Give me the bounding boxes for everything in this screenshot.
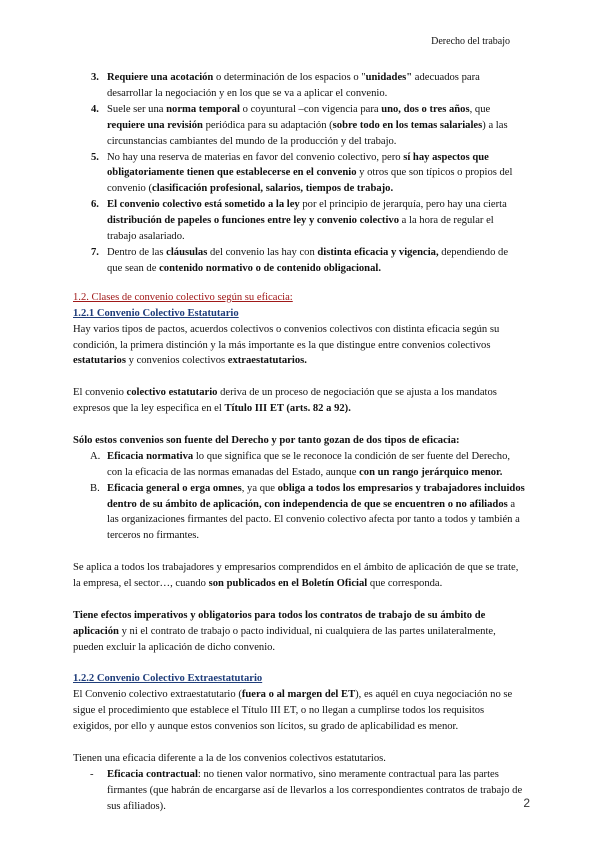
text: periódica para su adaptación ( [202, 119, 333, 131]
bold-text: sí hay aspectos que obligatoriamente tienen que establecerse en el convenio [107, 151, 489, 179]
text: o determinación de los espacios o " [213, 72, 366, 83]
text: y ni el contrato de trabajo o pacto individual, ni cualquiera de las partes unilateralmente, pueden excluir la aplicación de dicho convenio. [73, 625, 496, 653]
bold-text: contenido normativo o de contenido obligacional. [159, 262, 381, 274]
efficacy-list [73, 449, 525, 544]
text: a la hora de regular el trabajo asalariado. [107, 215, 494, 243]
list-item [73, 481, 525, 545]
list-item [73, 767, 525, 815]
text: y convenios colectivos [125, 355, 228, 367]
bold-text: extraestatutarios. [227, 355, 307, 367]
text: del convenio las hay con [207, 246, 318, 258]
list-item-number: 5. [91, 151, 99, 163]
text: Se aplica a todos los trabajadores y empresarios comprendidos en el ámbito de aplicación de que se trate, la empresa, el sector…, cuando [73, 562, 519, 590]
bold-text: con un rango jerárquico menor. [359, 466, 503, 478]
text: Suele ser una [107, 103, 167, 115]
bold-text: Requiere una acotación [107, 72, 214, 83]
text: que corresponda. [367, 578, 443, 590]
text: o coyuntural –con vigencia para [240, 103, 382, 115]
text: ) a las circunstancias cambiantes del mundo de la producción y del trabajo. [107, 119, 508, 147]
text: Dentro de las [107, 246, 167, 258]
paragraph [73, 608, 525, 656]
list-item-letter: B. [90, 482, 100, 494]
paragraph [73, 385, 525, 417]
bold-text: Eficacia contractual [107, 768, 198, 780]
bold-text: distribución de papeles o funciones entre ley y convenio colectivo [107, 215, 400, 227]
text: No hay una reserva de materias en favor del convenio colectivo, pero [107, 151, 404, 163]
bold-text: cláusulas [166, 246, 208, 258]
bold-text: Eficacia normativa [107, 450, 194, 462]
list-bullet: - [90, 768, 94, 780]
paragraph [73, 433, 525, 449]
bold-text: Eficacia general o erga omnes [107, 482, 242, 494]
text: dependiendo de que sean de [107, 246, 509, 274]
paragraph [73, 560, 525, 592]
paragraph: Tienen una eficacia diferente a la de los convenios colectivos estatutarios. [73, 752, 386, 764]
page-number: 2 [523, 796, 530, 810]
text: y otros que son típicos o propios del convenio ( [107, 167, 513, 195]
bold-text: Sólo estos convenios son fuente del Derecho y por tanto gozan de dos tipos de eficacia: [73, 434, 460, 446]
list-item [73, 70, 525, 102]
paragraph [73, 687, 525, 735]
document-body [73, 70, 525, 815]
text: El Convenio colectivo extraestatutario ( [73, 689, 242, 701]
paragraph [73, 322, 525, 370]
bold-text: uno, dos o tres años [381, 103, 470, 115]
list-item-number: 6. [91, 199, 99, 211]
list-item-number: 4. [91, 103, 99, 115]
text: ), es aquél en cuya negociación no se sigue el procedimiento que establece el Título III ET, o no llegan a cumplirse todos los requisitos exigidos, por ello y aunque estos convenios son lícitos, su grado de aplicabilidad es menor. [73, 689, 513, 733]
text: : no tienen valor normativo, sino meramente contractual para las partes firmantes (que habrán de encargarse así de llevarlos a los correspondientes contratos de trabajo de sus afiliados). [107, 768, 523, 812]
bold-text: colectivo estatutario [126, 387, 218, 399]
bold-text: sobre todo en los temas salariales [332, 119, 483, 131]
bold-text: El convenio colectivo está sometido a la ley [107, 199, 300, 211]
text: El convenio [73, 387, 127, 399]
text: , ya que [241, 482, 278, 494]
subsection-heading: 1.2.2 Convenio Colectivo Extraestatutario [73, 673, 263, 685]
extraestatutario-list [73, 767, 525, 815]
bold-text: Tiene efectos imperativos y obligatorios para todos los contratos de trabajo de su ámbito de aplicación [73, 609, 486, 637]
text: por el principio de jerarquía, pero hay una cierta [299, 199, 507, 211]
bold-text: distinta eficacia y vigencia, [317, 246, 439, 258]
text: a las organizaciones firmantes del pacto. El convenio colectivo afecta por tanto a todos y también a terceros no firmantes. [107, 498, 520, 542]
list-item [73, 150, 525, 198]
section-heading: 1.2. Clases de convenio colectivo según su eficacia: [73, 291, 293, 303]
text: , que [469, 103, 491, 115]
bold-text: fuera o al margen del ET [241, 689, 356, 701]
list-item [73, 102, 525, 150]
list-item-letter: A. [90, 450, 101, 462]
bold-text: son publicados en el Boletín Oficial [208, 578, 368, 590]
text: lo que significa que se le reconoce la condición de ser fuente del Derecho, con la eficacia de las normas emanadas del Estado, aunque [107, 450, 511, 478]
bold-text: obliga a todos los empresarios y trabajadores incluidos dentro de su ámbito de aplicación, con independencia de que se encuentren o no afiliados [107, 482, 525, 510]
characteristics-list [73, 70, 525, 277]
text: adecuados para desarrollar la negociación y en los que se va a aplicar el convenio. [107, 72, 480, 99]
bold-text: estatutarios [73, 355, 126, 367]
list-item-number: 7. [91, 246, 99, 258]
text: Hay varios tipos de pactos, acuerdos colectivos o convenios colectivos con distinta eficacia según su condición, la primera distinción y la más importante es la que distingue entre convenios colectivos [73, 323, 500, 351]
bold-text: norma temporal [166, 103, 240, 115]
bold-text: unidades" [365, 72, 413, 83]
list-item-number: 3. [91, 72, 99, 83]
page-header-title: Derecho del trabajo [431, 36, 510, 47]
list-item [73, 197, 525, 245]
bold-text: clasificación profesional, salarios, tiempos de trabajo. [152, 183, 394, 195]
text: deriva de un proceso de negociación que se ajusta a los mandatos expresos que la ley especifica en el [73, 387, 497, 415]
bold-text: Título III ET (arts. 82 a 92). [224, 403, 351, 415]
bold-text: requiere una revisión [107, 119, 203, 131]
subsection-heading: 1.2.1 Convenio Colectivo Estatutario [73, 307, 239, 319]
list-item [73, 245, 525, 277]
list-item [73, 449, 525, 481]
